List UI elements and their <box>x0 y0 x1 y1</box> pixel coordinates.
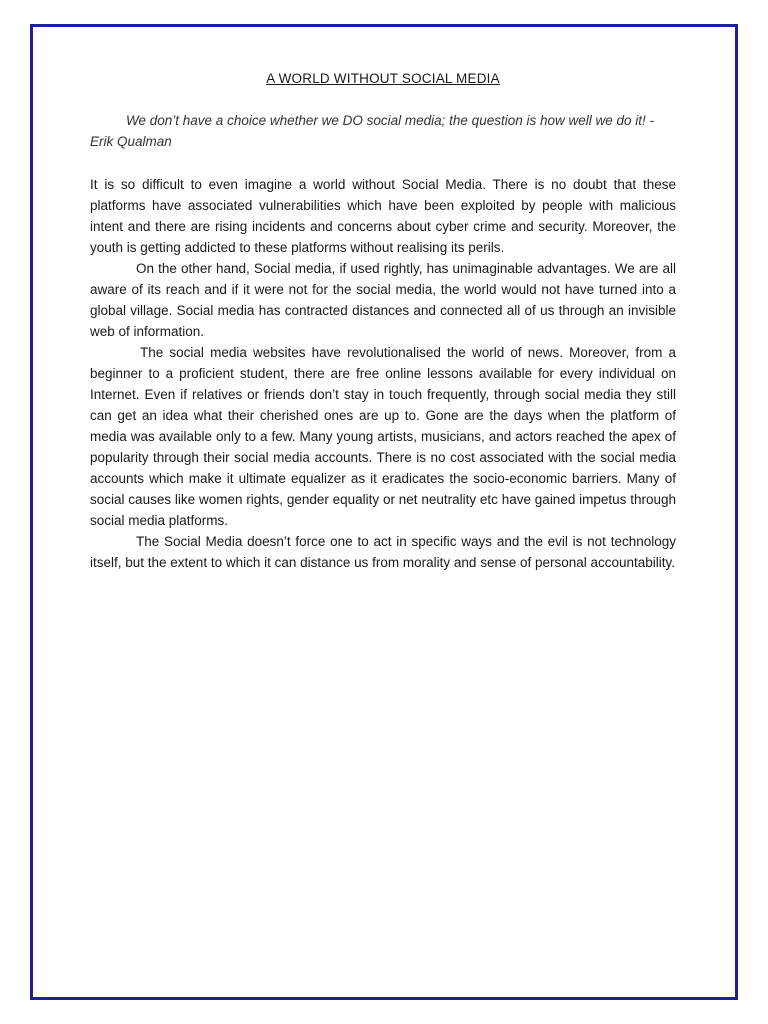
document-body <box>90 70 676 573</box>
epigraph-quote: We don’t have a choice whether we DO social media; the question is how well we do it! - Erik Qualman <box>90 113 655 149</box>
paragraph-4: The Social Media doesn’t force one to act in specific ways and the evil is not technology itself, but the extent to which it can distance us from morality and sense of personal accountability. <box>90 534 676 570</box>
paragraph-1: It is so difficult to even imagine a world without Social Media. There is no doubt that these platforms have associated vulnerabilities which have been exploited by people with malicious intent and there are rising incidents and concerns about cyber crime and security. Moreover, the youth is getting addicted to these platforms without realising its perils. <box>90 177 676 255</box>
paragraph-2: On the other hand, Social media, if used rightly, has unimaginable advantages. We are all aware of its reach and if it were not for the social media, the world would not have turned into a global village. Social media has contracted distances and connected all of us through an invisible web of information. <box>90 261 676 339</box>
paragraph-3: The social media websites have revolutionalised the world of news. Moreover, from a beginner to a proficient student, there are free online lessons available for every individual on Internet. Even if relatives or friends don’t stay in touch frequently, through social media they still can get an idea what their cherished ones are up to. Gone are the days when the platform of media was available only to a few. Many young artists, musicians, and actors reached the apex of popularity through their social media accounts. There is no cost associated with the social media accounts which make it ultimate equalizer as it eradicates the socio-economic barriers. Many of social causes like women rights, gender equality or net neutrality etc have gained impetus through social media platforms. <box>90 345 676 528</box>
document-title: A WORLD WITHOUT SOCIAL MEDIA <box>266 71 500 86</box>
